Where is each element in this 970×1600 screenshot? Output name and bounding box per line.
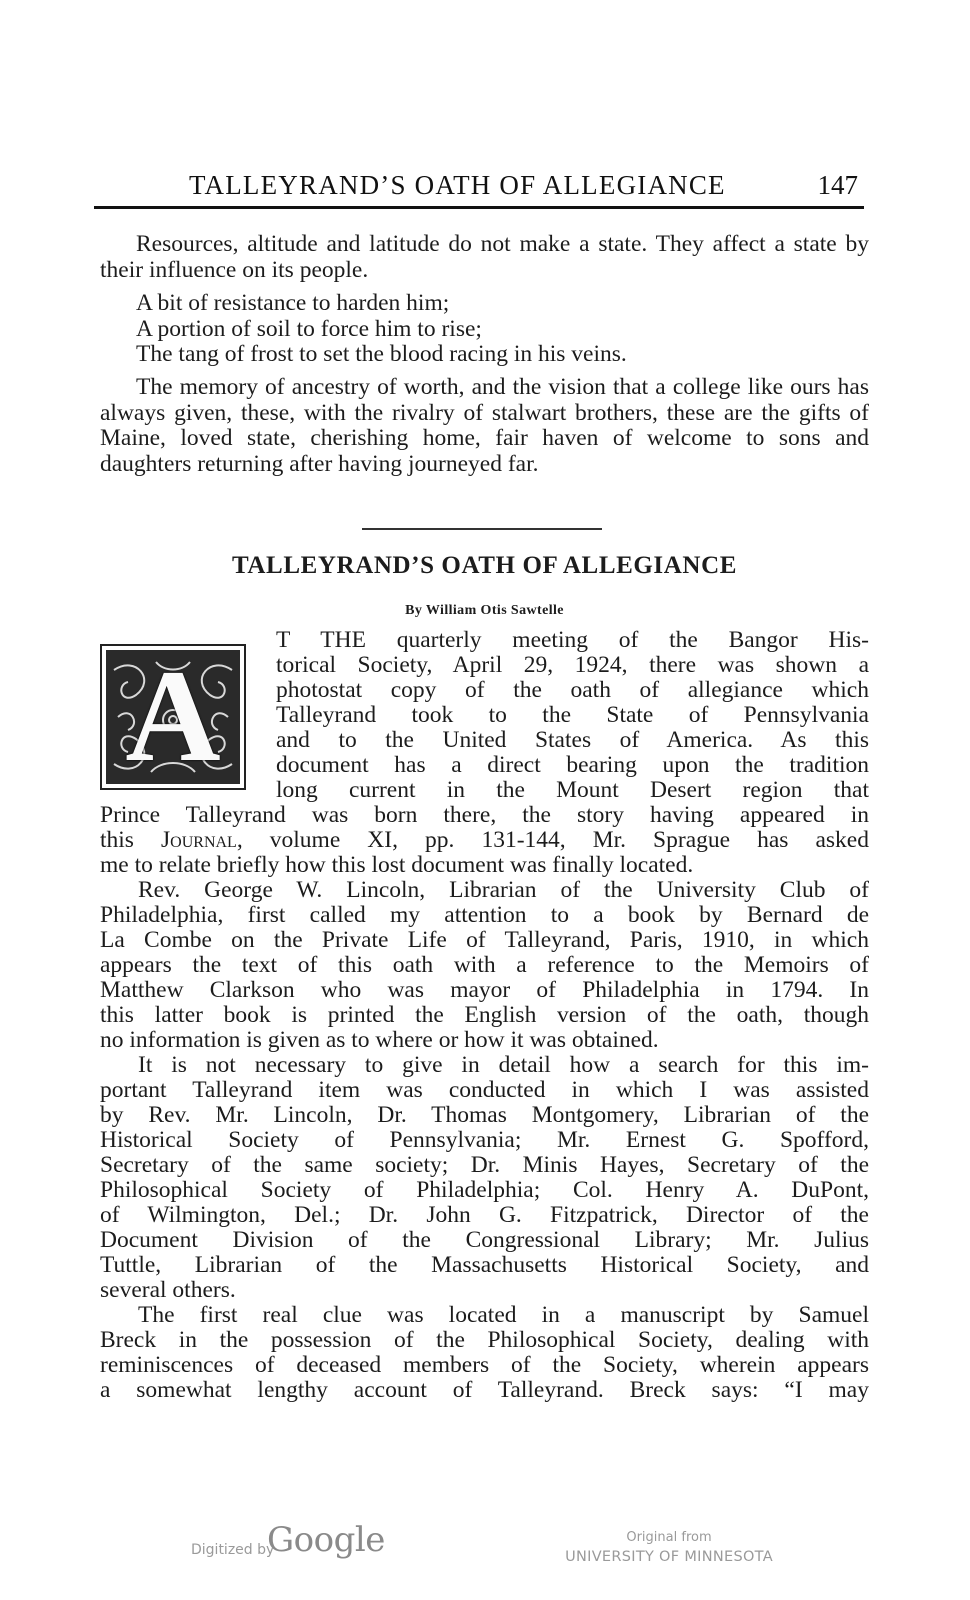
page-number: 147	[817, 170, 858, 200]
text-line	[100, 828, 869, 854]
text-line: Breck in the possession of the Philosophical Society, dealing with	[100, 1327, 869, 1353]
article-title: TALLEYRAND’S OATH OF ALLEGIANCE	[231, 552, 737, 579]
article-byline: By William Otis Sawtelle	[405, 603, 564, 618]
text-line: Tuttle, Librarian of the Massachusetts Historical Society, and	[100, 1252, 869, 1278]
section-divider	[362, 528, 602, 530]
text-fragment: , volume XI, pp. 131-144, Mr. Sprague has asked	[236, 827, 869, 853]
drop-cap-letter: A	[125, 650, 221, 784]
paragraph-text: The memory of ancestry of worth, and the vision that a college like ours has always given, these, with the rivalry of stalwart brothers, these are the gifts of Maine, loved state, cherishing home, fair haven of welcome to sons and daughters returning after having journeyed far.	[100, 374, 869, 477]
text-line: and to the United States of America. As this	[276, 727, 869, 753]
text-line: Rev. George W. Lincoln, Librarian of the University Club of	[138, 877, 869, 903]
text-line: of Wilmington, Del.; Dr. John G. Fitzpatrick, Director of the	[100, 1202, 869, 1228]
ornamental-drop-cap	[100, 644, 246, 790]
running-title: TALLEYRAND’S OATH OF ALLEGIANCE	[189, 170, 726, 200]
text-line: by Rev. Mr. Lincoln, Dr. Thomas Montgomery, Librarian of the	[100, 1102, 869, 1128]
preceding-paragraph-2	[100, 375, 869, 477]
text-line: no information is given as to where or how it was obtained.	[100, 1027, 659, 1053]
text-line: Secretary of the same society; Dr. Minis Hayes, Secretary of the	[100, 1152, 869, 1178]
running-header	[94, 162, 864, 209]
verse-line: A bit of resistance to harden him;	[136, 290, 450, 316]
text-line: The first real clue was located in a manuscript by Samuel	[138, 1302, 869, 1328]
text-line: La Combe on the Private Life of Talleyrand, Paris, 1910, in which	[100, 927, 869, 953]
text-line: T THE quarterly meeting of the Bangor His-	[276, 627, 869, 653]
verse-line: The tang of frost to set the blood racing in his veins.	[136, 341, 627, 367]
text-line: me to relate briefly how this lost document was finally located.	[100, 852, 694, 878]
text-line: portant Talleyrand item was conducted in which I was assisted	[100, 1077, 869, 1103]
text-line: Prince Talleyrand was born there, the story having appeared in	[100, 802, 869, 828]
text-line: this latter book is printed the English version of the oath, though	[100, 1002, 869, 1028]
text-line: Philosophical Society of Philadelphia; Col. Henry A. DuPont,	[100, 1177, 869, 1203]
verse-line: A portion of soil to force him to rise;	[136, 315, 482, 342]
preceding-paragraph-1	[100, 232, 869, 283]
text-line: torical Society, April 29, 1924, there was shown a	[276, 652, 869, 678]
text-line: photostat copy of the oath of allegiance which	[276, 677, 869, 703]
text-line: Historical Society of Pennsylvania; Mr. Ernest G. Spofford,	[100, 1127, 869, 1153]
journal-name: Journal	[161, 827, 237, 853]
text-line: Talleyrand took to the State of Pennsylvania	[276, 702, 869, 728]
text-line: long current in the Mount Desert region that	[276, 777, 869, 803]
text-line: Matthew Clarkson who was mayor of Philadelphia in 1794. In	[100, 977, 869, 1003]
text-line: Document Division of the Congressional Library; Mr. Julius	[100, 1227, 869, 1253]
text-line: a somewhat lengthy account of Talleyrand. Breck says: “I may	[100, 1377, 869, 1403]
paragraph-text: Resources, altitude and latitude do not make a state. They affect a state by their influence on its people.	[100, 231, 869, 283]
digitized-by-label: Digitized by	[191, 1542, 275, 1558]
text-line: reminiscences of deceased members of the Society, wherein appears	[100, 1352, 869, 1378]
verse-block	[100, 291, 869, 368]
text-fragment: this	[100, 827, 162, 853]
university-label: UNIVERSITY OF MINNESOTA	[565, 1549, 773, 1565]
original-from-label: Original from	[626, 1530, 712, 1545]
text-line: Philadelphia, first called my attention to a book by Bernard de	[100, 902, 869, 928]
text-line: document has a direct bearing upon the tradition	[276, 752, 869, 778]
text-line: It is not necessary to give in detail how a search for this im-	[138, 1052, 869, 1078]
text-line: several others.	[100, 1277, 236, 1303]
google-logo: Google	[267, 1520, 385, 1560]
text-line: appears the text of this oath with a reference to the Memoirs of	[100, 952, 869, 978]
